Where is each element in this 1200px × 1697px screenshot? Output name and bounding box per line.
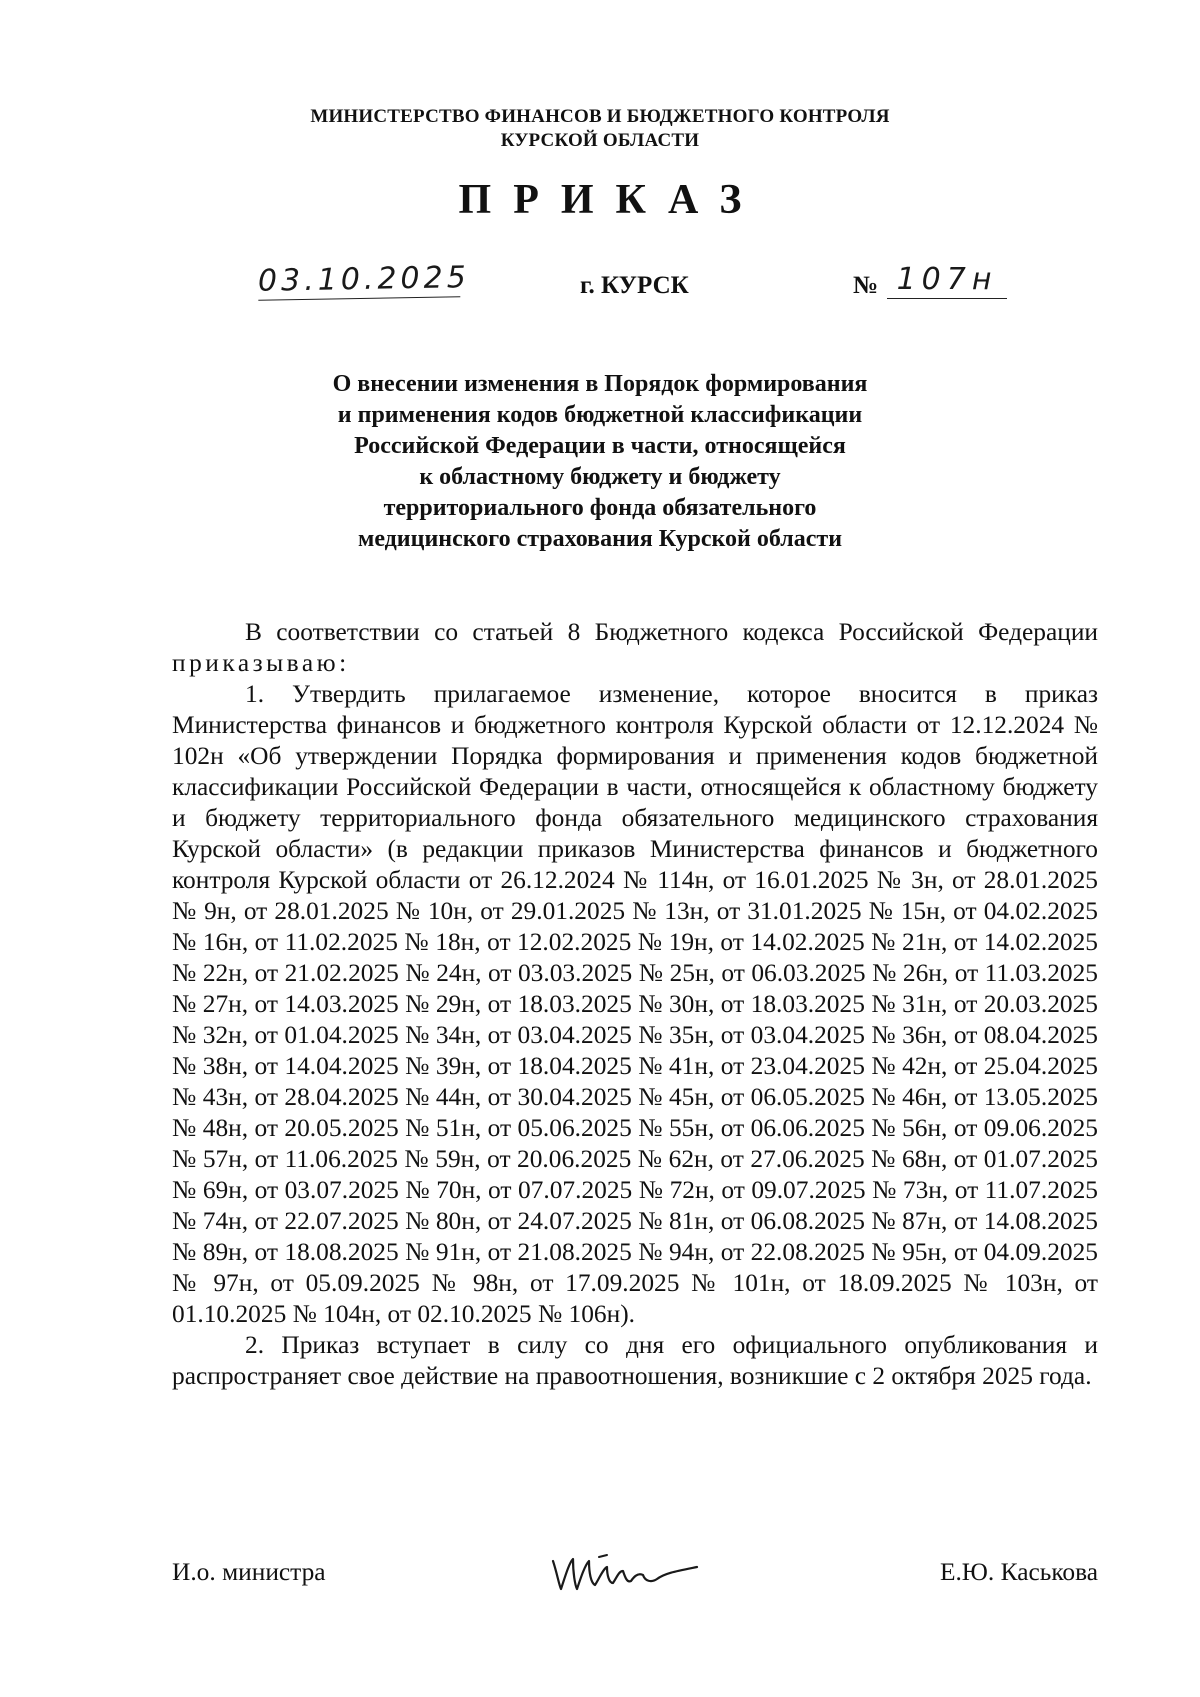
preamble-text: В соответствии со статьей 8 Бюджетного кодекса Российской Федерации <box>245 618 1098 646</box>
item-1-paragraph: 1. Утвердить прилагаемое изменение, которое вносится в приказ Министерства финансов и бюджетного контроля Курской области от 12.12.2024 № 102н «Об утверждении Порядка формирования и применения кодов бюджетной классификации Российской Федерации в части, относящейся к областному бюджету и бюджету территориального фонда обязательного медицинского страхования Курской области» (в редакции приказов Министерства финансов и бюджетного контроля Курской области от 26.12.2024 № 114н, от 16.01.2025 № 3н, от 28.01.2025 № 9н, от 28.01.2025 № 10н, от 29.01.2025 № 13н, от 31.01.2025 № 15н, от 04.02.2025 № 16н, от 11.02.2025 № 18н, от 12.02.2025 № 19н, от 14.02.2025 № 21н, от 14.02.2025 № 22н, от 21.02.2025 № 24н, от 03.03.2025 № 25н, от 06.03.2025 № 26н, от 11.03.2025 № 27н, от 14.03.2025 № 29н, от 18.03.2025 № 30н, от 18.03.2025 № 31н, от 20.03.2025 № 32н, от 01.04.2025 № 34н, от 03.04.2025 № 35н, от 03.04.2025 № 36н, от 08.04.2025 № 38н, от 14.04.2025 № 39н, от 18.04.2025 № 41н, от 23.04.2025 № 42н, от 25.04.2025 № 43н, от 28.04.2025 № 44н, от 30.04.2025 № 45н, от 06.05.2025 № 46н, от 13.05.2025 № 48н, от 20.05.2025 № 51н, от 05.06.2025 № 55н, от 06.06.2025 № 56н, от 09.06.2025 № 57н, от 11.06.2025 № 59н, от 20.06.2025 № 62н, от 27.06.2025 № 68н, от 01.07.2025 № 69н, от 03.07.2025 № 70н, от 07.07.2025 № 72н, от 09.07.2025 № 73н, от 11.07.2025 № 74н, от 22.07.2025 № 80н, от 24.07.2025 № 81н, от 06.08.2025 № 87н, от 14.08.2025 № 89н, от 18.08.2025 № 91н, от 21.08.2025 № 94н, от 22.08.2025 № 95н, от 04.09.2025 № 97н, от 05.09.2025 № 98н, от 17.09.2025 № 101н, от 18.09.2025 № 103н, от 01.10.2025 № 104н, от 02.10.2025 № 106н). <box>172 680 1098 1328</box>
handwritten-order-number: 107н <box>887 262 1007 299</box>
preamble-end: : <box>339 649 347 677</box>
preamble-command: приказываю <box>172 649 340 677</box>
handwritten-signature-icon <box>547 1543 707 1603</box>
ministry-header <box>0 105 1200 153</box>
order-body <box>172 617 1098 1392</box>
subject-line: О внесении изменения в Порядок формирования <box>332 371 868 397</box>
preamble-paragraph <box>172 617 1098 679</box>
signatory-position: И.о. министра <box>172 1558 326 1586</box>
order-subject <box>0 369 1200 555</box>
subject-line: Российской Федерации в части, относящейся <box>354 433 846 459</box>
number-sign: № <box>853 272 879 299</box>
signatory-name: Е.Ю. Каськова <box>939 1558 1098 1586</box>
subject-line: территориального фонда обязательного <box>383 495 817 521</box>
ministry-name-line1: МИНИСТЕРСТВО ФИНАНСОВ И БЮДЖЕТНОГО КОНТРОЛЯ <box>310 106 890 127</box>
signature-block <box>172 1551 1098 1611</box>
handwritten-date: 03.10.2025 <box>257 260 471 299</box>
subject-line: к областному бюджету и бюджету <box>419 464 781 490</box>
document-type-title: ПРИКАЗ <box>458 177 764 223</box>
city-label: г. КУРСК <box>580 272 689 299</box>
ministry-name-line2: КУРСКОЙ ОБЛАСТИ <box>500 130 700 151</box>
subject-line: медицинского страхования Курской области <box>357 526 843 552</box>
subject-line: и применения кодов бюджетной классификации <box>337 402 863 428</box>
item-2-paragraph: 2. Приказ вступает в силу со дня его официального опубликования и распространяет свое действие на правоотношения, возникшие с 2 октября 2025 года. <box>172 1331 1098 1390</box>
